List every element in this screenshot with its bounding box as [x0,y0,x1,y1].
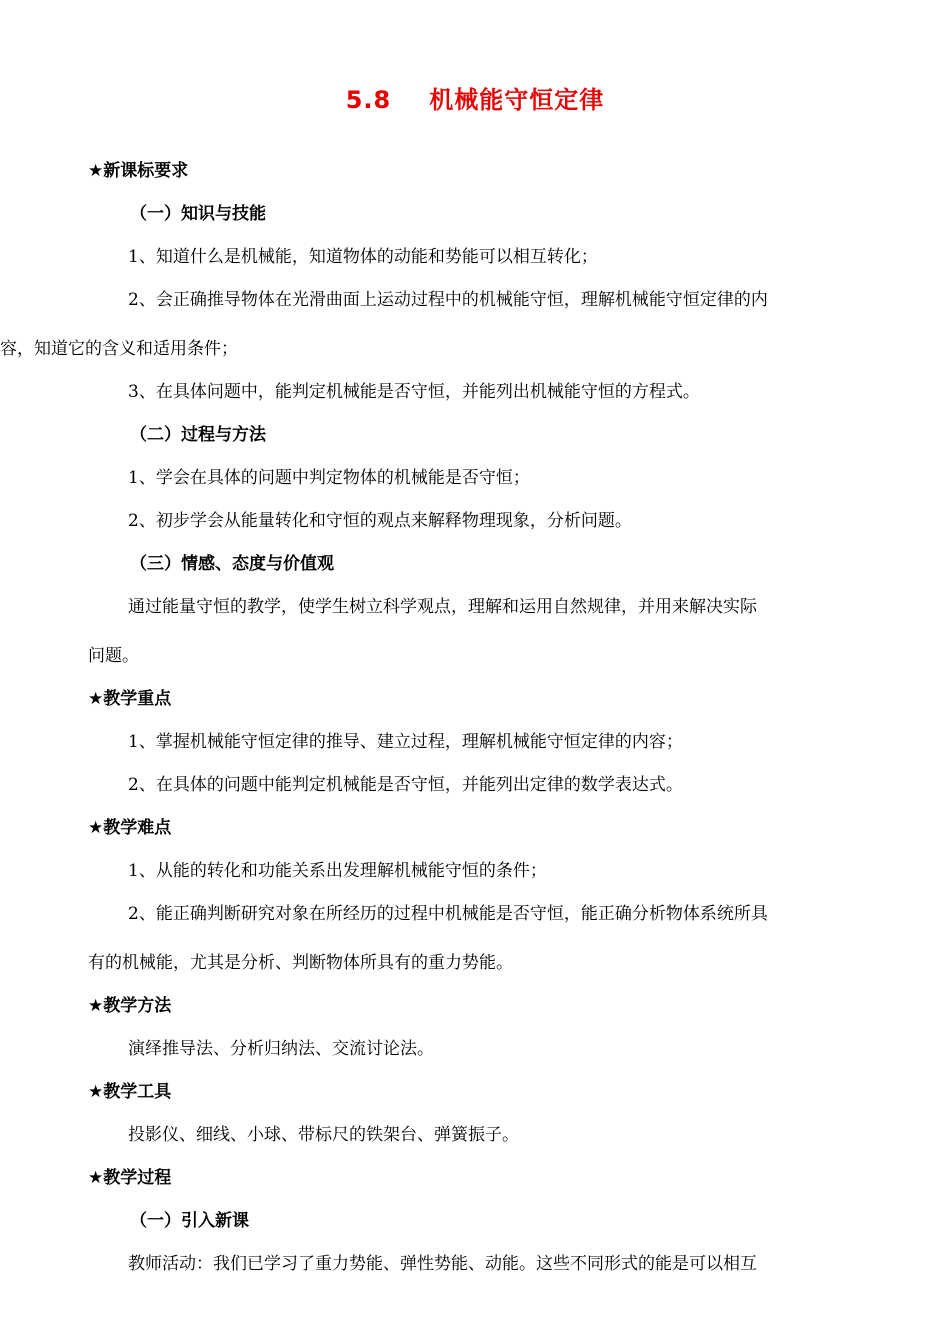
paragraph: 2、在具体的问题中能判定机械能是否守恒，并能列出定律的数学表达式。 [128,775,683,795]
paragraph: 教师活动：我们已学习了重力势能、弹性势能、动能。这些不同形式的能是可以相互 [128,1254,757,1274]
paragraph-continuation-text: 容，知道它的含义和适用条件； [0,339,238,359]
paragraph: 2、初步学会从能量转化和守恒的观点来解释物理现象，分析问题。 [128,511,632,531]
paragraph-continuation: 问题。 [88,646,139,666]
paragraph: 通过能量守恒的教学，使学生树立科学观点，理解和运用自然规律，并用来解决实际 [128,597,757,617]
section-heading-tools: ★教学工具 [88,1082,172,1102]
section-heading-methods: ★教学方法 [88,996,172,1016]
paragraph-continuation: 有的机械能，尤其是分析、判断物体所具有的重力势能。 [88,953,513,973]
section-heading-key-points: ★教学重点 [88,689,172,709]
paragraph: 3、在具体问题中，能判定机械能是否守恒，并能列出机械能守恒的方程式。 [128,382,700,402]
subsection-heading-intro: （一）引入新课 [130,1211,249,1231]
paragraph: 2、能正确判断研究对象在所经历的过程中机械能是否守恒，能正确分析物体系统所具 [128,904,768,924]
subsection-heading-process: （二）过程与方法 [130,425,266,445]
paragraph: 演绎推导法、分析归纳法、交流讨论法。 [128,1039,434,1059]
paragraph: 1、学会在具体的问题中判定物体的机械能是否守恒； [128,468,530,488]
title-number: 5.8 [345,86,392,114]
document-body [0,150,863,1286]
subsection-heading-knowledge: （一）知识与技能 [130,204,266,224]
paragraph: 投影仪、细线、小球、带标尺的铁架台、弹簧振子。 [128,1125,519,1145]
paragraph: 2、会正确推导物体在光滑曲面上运动过程中的机械能守恒，理解机械能守恒定律的内 [128,290,768,310]
paragraph: 1、知道什么是机械能，知道物体的动能和势能可以相互转化； [128,247,598,267]
section-heading-process: ★教学过程 [88,1168,172,1188]
title-text: 机械能守恒定律 [429,86,605,114]
subsection-heading-values: （三）情感、态度与价值观 [130,554,334,574]
paragraph: 1、掌握机械能守恒定律的推导、建立过程，理解机械能守恒定律的内容； [128,732,683,752]
section-heading-requirements: ★新课标要求 [88,161,189,181]
document-title [0,80,950,115]
paragraph-continuation [0,328,863,371]
section-heading-difficulties: ★教学难点 [88,818,172,838]
paragraph: 1、从能的转化和功能关系出发理解机械能守恒的条件； [128,861,547,881]
